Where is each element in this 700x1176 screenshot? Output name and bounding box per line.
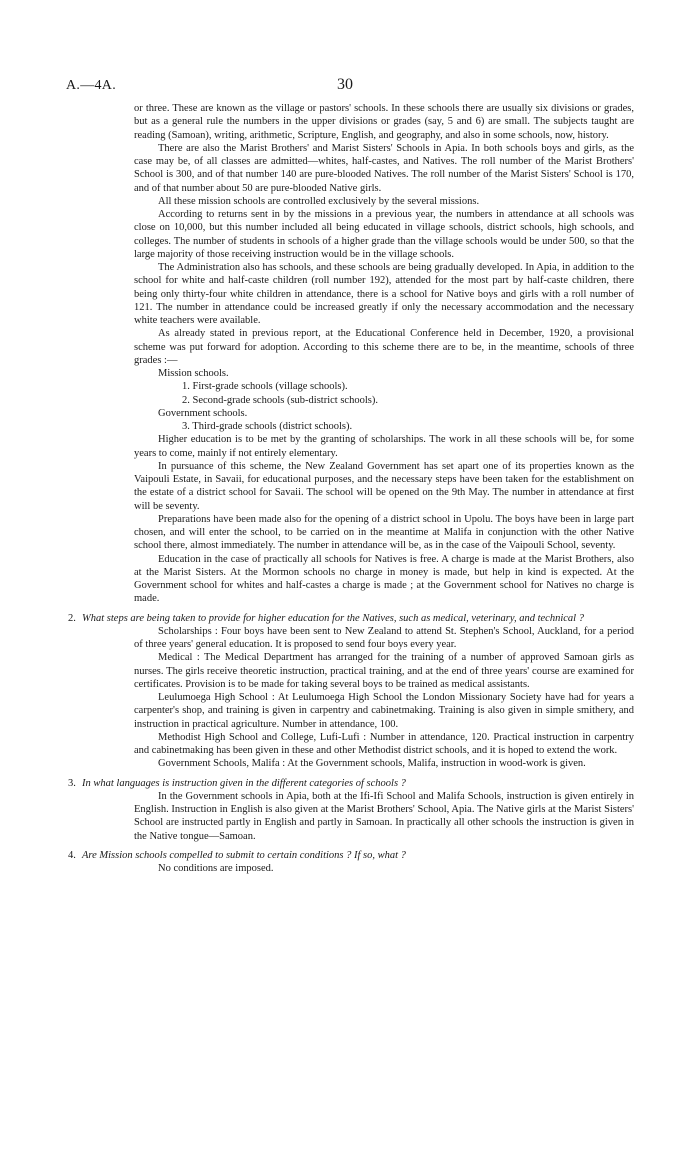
- list-heading: Government schools.: [158, 407, 248, 419]
- paragraph: According to returns sent in by the missions in a previous year, the numbers in attendance at all schools was close on 10,000, but this number included all being educated in village schools, district schools, high schools, and colleges. The number of students in schools of a higher grade than the village schools would be under 500, so that the large majority of those receiving instruction would be in the village schools.: [134, 209, 634, 260]
- answer-paragraph: Medical : The Medical Department has arranged for the training of a number of approved Samoan girls as nurses. The girls receive theoretic instruction, practical training, and at the end of three years' course are examined for certificates. Provision is to be made for taking several boys to be trained as medical assistants.: [134, 652, 634, 690]
- paragraph: As already stated in previous report, at the Educational Conference held in December, 1920, a provisional scheme was put forward for adoption. According to this scheme there are to be, in the meantime, schools of three grades :—: [134, 328, 634, 366]
- list-item: 3. Third-grade schools (district schools).: [182, 421, 353, 432]
- answer-paragraph: Government Schools, Malifa : At the Government schools, Malifa, instruction in wood-work is given.: [158, 758, 586, 770]
- paragraph: All these mission schools are controlled exclusively by the several missions.: [158, 195, 480, 207]
- answer-paragraph: Leulumoega High School : At Leulumoega High School the London Missionary Society have had for years a carpenter's shop, and training is given in carpentry and cabinetmaking. Training is also given in simple smithery, and instruction in practical agriculture. Number in attendance, 100.: [134, 692, 634, 730]
- paragraph: The Administration also has schools, and these schools are being gradually developed. In Apia, in addition to the school for white and half-caste children (roll number 192), attended for the most part by half-caste children, there being only thirty-four white children in attendance, there is a school for Native boys and girls with a roll number of 121. The number in attendance could be increased greatly if only the necessary accommodation and the necessary white teachers were available.: [134, 262, 634, 326]
- list-item: 2. Second-grade schools (sub-district schools).: [182, 394, 378, 406]
- question-number: 2.: [68, 612, 76, 624]
- paragraph: Education in the case of practically all schools for Natives is free. A charge is made at the Marist Brothers, also at the Marist Sisters. At the Mormon schools no charge in money is made, but help in kind is expected. At the Government school for whites and half-castes a charge is made ; at the Government school for Natives no charge is made.: [134, 553, 634, 605]
- paragraph: Preparations have been made also for the opening of a district school in Upolu. The boys have been in large part chosen, and will enter the school, to be carried on in the meantime at Malifa in conjunction with the other Native school there, almost immediately. The number in attendance will be, as in the case of the Vaipouli School, seventy.: [134, 513, 634, 552]
- question-3: [68, 777, 634, 790]
- list-item: 1. First-grade schools (village schools).: [182, 381, 348, 393]
- question-text: Are Mission schools compelled to submit to certain conditions ? If so, what ?: [82, 849, 406, 861]
- question-text: In what languages is instruction given in the different categories of schools ?: [82, 777, 406, 789]
- answer-paragraph: Scholarships : Four boys have been sent to New Zealand to attend St. Stephen's School, Auckland, for a period of three years' general education. It is proposed to send four boys every year.: [134, 625, 634, 650]
- list-heading: Mission schools.: [158, 368, 229, 379]
- page-number: 30: [337, 76, 353, 93]
- question-4: [68, 849, 634, 862]
- answer-paragraph: Methodist High School and College, Lufi-Lufi : Number in attendance, 120. Practical instruction in carpentry and cabinetmaking has been given in these and other Methodist district schools, and it is hoped to extend the work.: [134, 731, 634, 756]
- document-body: [68, 102, 634, 875]
- question-number: 3.: [68, 777, 76, 789]
- answer-paragraph: No conditions are imposed.: [158, 863, 274, 874]
- paragraph: In pursuance of this scheme, the New Zealand Government has set apart one of its properties known as the Vaipouli Estate, in Savaii, for educational purposes, and the necessary steps have been taken for the establishment on the estate of a district school for Savaii. The school will be opened on the 9th May. The number in attendance at first will be seventy.: [134, 460, 634, 512]
- question-text: What steps are being taken to provide for higher education for the Natives, such as medical, veterinary, and technical ?: [82, 612, 584, 624]
- question-2: [68, 612, 634, 625]
- answer-paragraph: In the Government schools in Apia, both at the Ifi-Ifi School and Malifa Schools, instruction is given entirely in English. Instruction in English is also given at the Marist Brothers' School, Apia. The Native girls at the Marist Sisters' School are instructed partly in English and partly in Samoan. In practically all other schools the instruction is given in the Native tongue—Samoan.: [134, 790, 634, 842]
- paragraph: Higher education is to be met by the granting of scholarships. The work in all these schools will be, for some years to come, mainly if not entirely elementary.: [134, 434, 634, 459]
- question-number: 4.: [68, 849, 76, 861]
- paragraph: or three. These are known as the village or pastors' schools. In these schools there are usually six divisions or grades, but as a general rule the numbers in the upper divisions or grades (say, 5 and 6) are small. The subjects taught are reading (Samoan), writing, arithmetic, Scripture, English, and geography, and also in some schools, now, history.: [134, 103, 634, 141]
- paragraph: There are also the Marist Brothers' and Marist Sisters' Schools in Apia. In both schools boys and girls, as the case may be, of all classes are admitted—whites, half-castes, and Natives. The roll number of the Marist Brothers' School is 300, and of that number 140 are pure-blooded Natives. The roll number of the Marist Sisters' School is 170, and of that number about 50 are pure-blooded Native girls.: [134, 142, 634, 194]
- document-reference: A.—4A.: [66, 78, 117, 93]
